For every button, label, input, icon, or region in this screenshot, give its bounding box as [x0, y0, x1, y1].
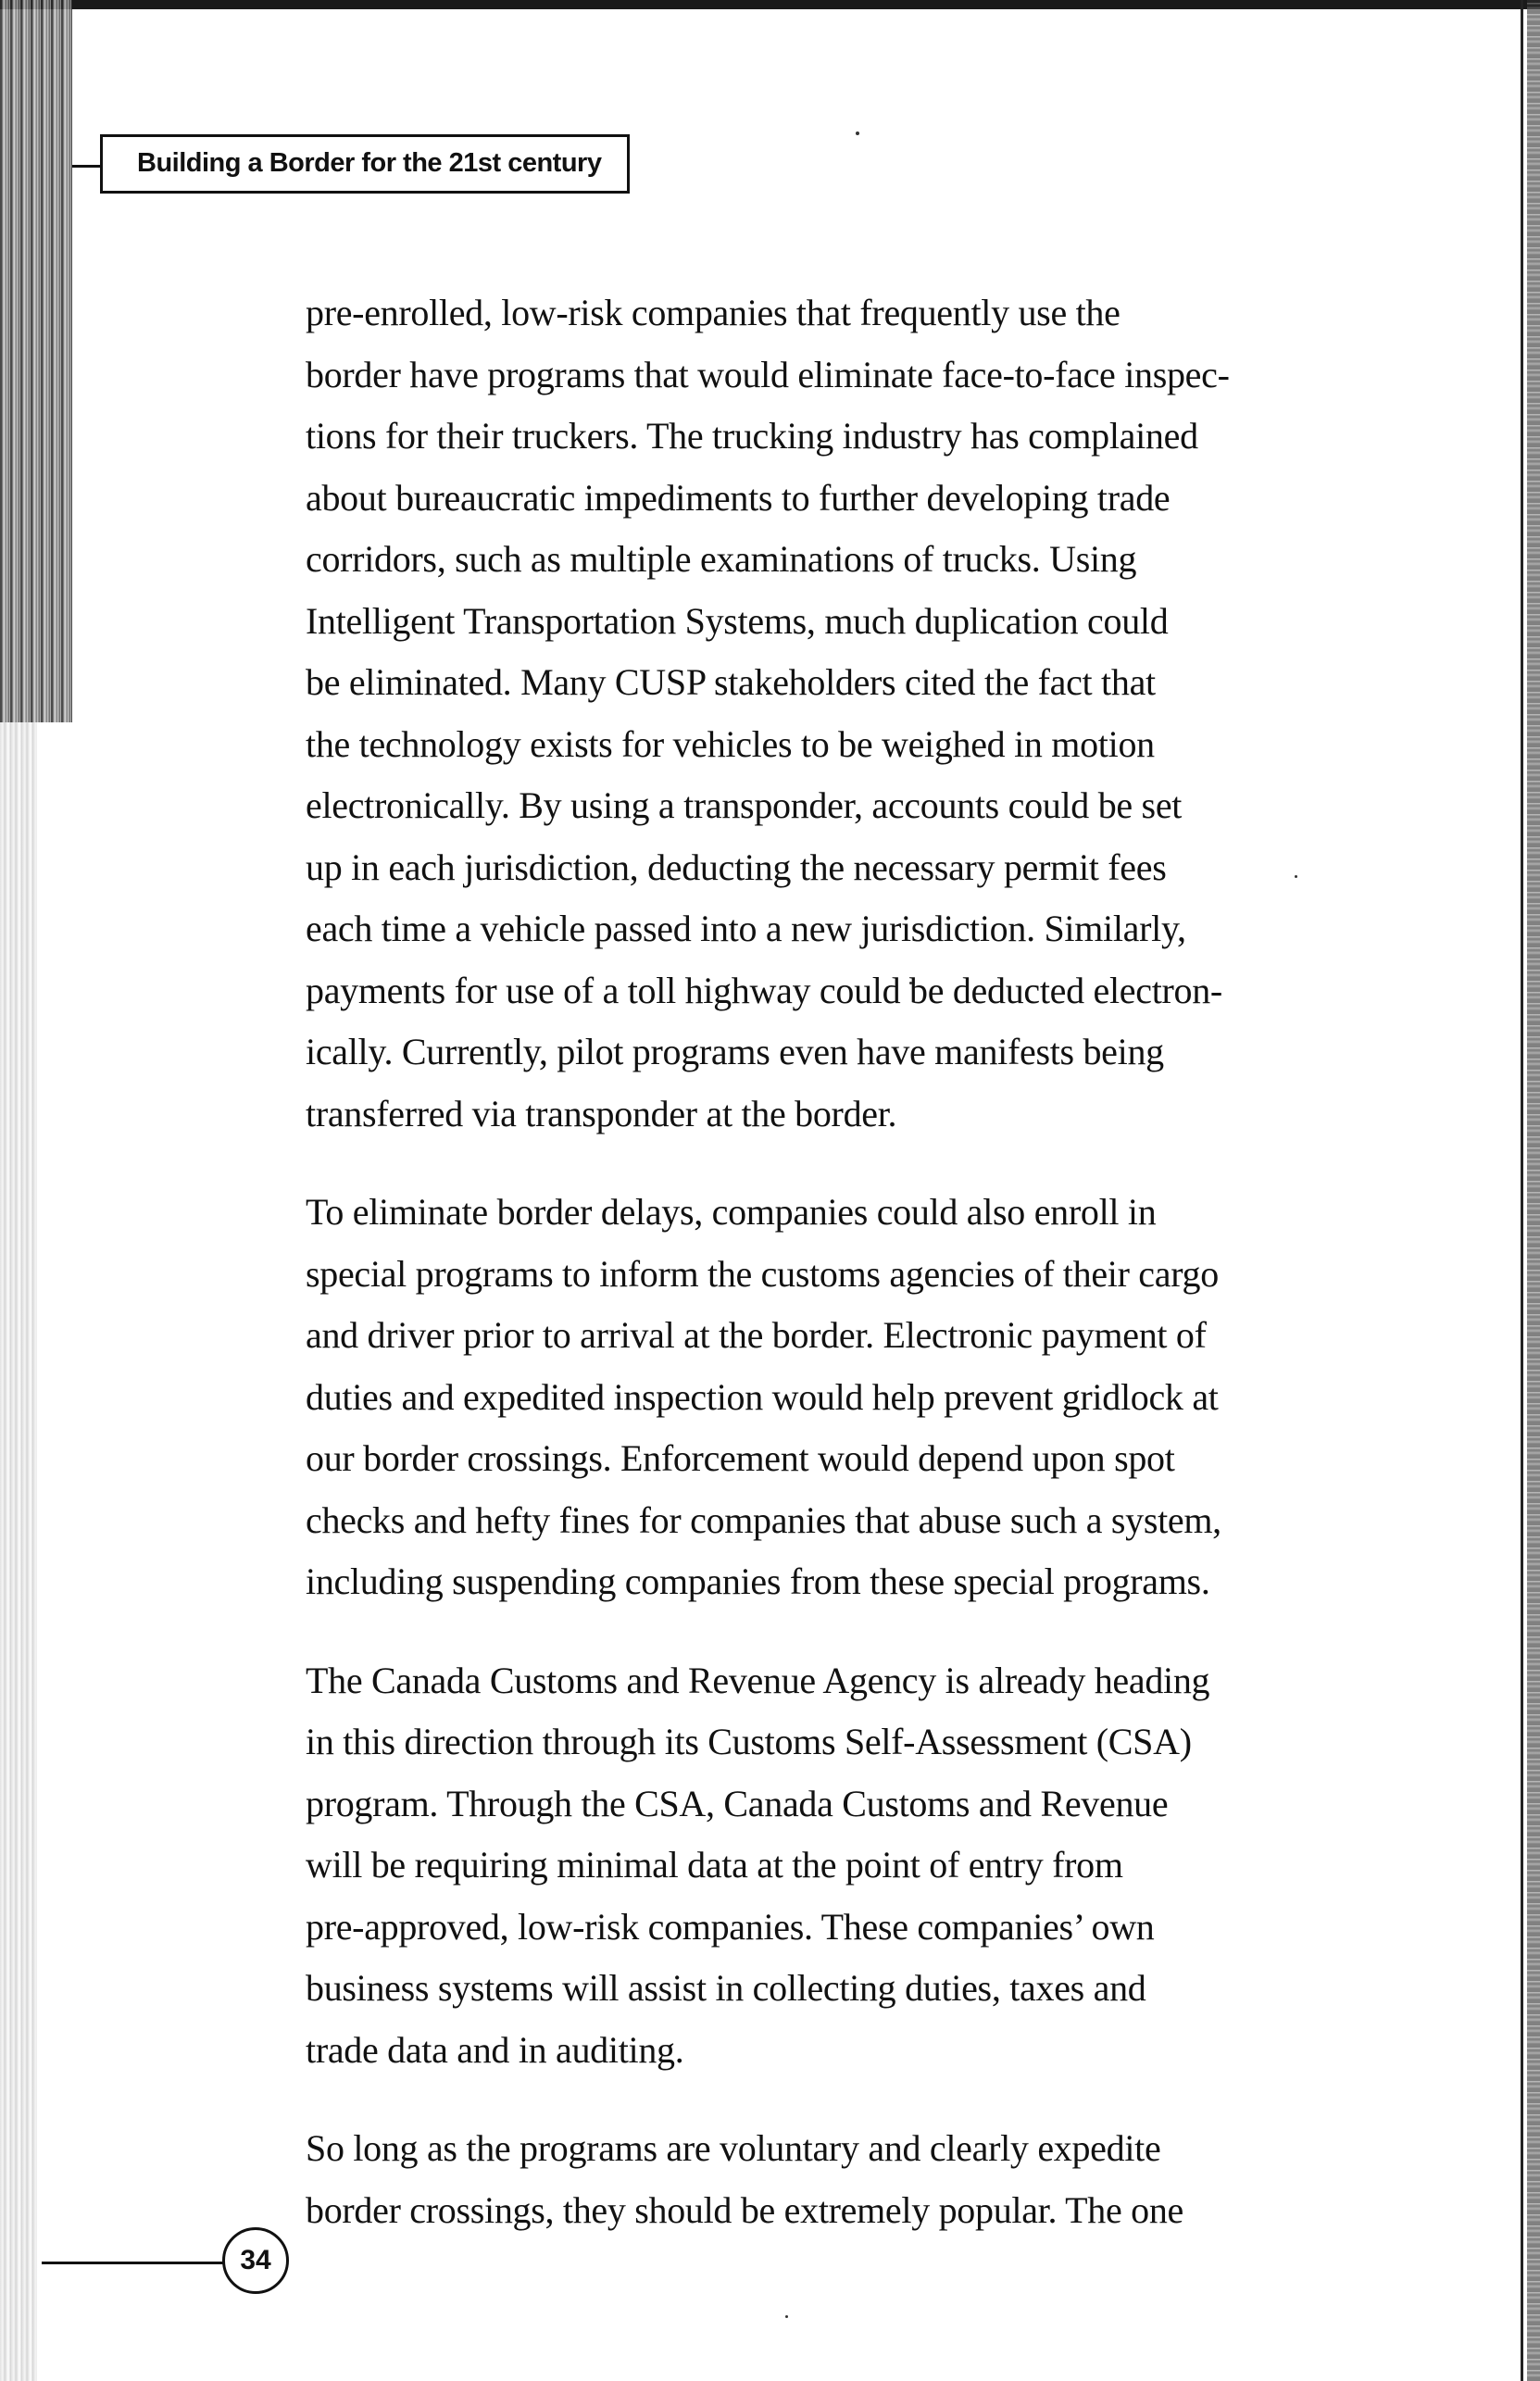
paragraph	[306, 2118, 1398, 2241]
page-number: 34	[222, 2227, 289, 2294]
text-line: So long as the programs are voluntary and clearly expedite	[306, 2127, 1161, 2169]
text-line: electronically. By using a transponder, accounts could be set	[306, 784, 1183, 826]
folio-rule	[42, 2262, 224, 2264]
text-line: each time a vehicle passed into a new jurisdiction. Similarly,	[306, 908, 1186, 949]
text-line: ically. Currently, pilot programs even have manifests being	[306, 1031, 1164, 1072]
scan-top-edge	[0, 0, 1540, 9]
text-line: corridors, such as multiple examinations of trucks. Using	[306, 538, 1137, 580]
text-line: To eliminate border delays, companies could also enroll in	[306, 1191, 1157, 1233]
text-line: The Canada Customs and Revenue Agency is already heading	[306, 1659, 1210, 1701]
body-text	[306, 282, 1398, 2278]
text-line: our border crossings. Enforcement would depend upon spot	[306, 1437, 1175, 1479]
text-line: the technology exists for vehicles to be weighed in motion	[306, 722, 1155, 765]
paragraph	[306, 1182, 1398, 1613]
scan-right-edge-line	[1521, 0, 1523, 2381]
text-line: trade data and in auditing.	[306, 2028, 684, 2071]
text-line: up in each jurisdiction, deducting the necessary permit fees	[306, 846, 1167, 888]
text-line: checks and hefty fines for companies that abuse such a system,	[306, 1498, 1221, 1541]
text-line: border have programs that would eliminate face-to-face inspec-	[306, 353, 1230, 395]
text-line: Intelligent Transportation Systems, much duplication could	[306, 599, 1169, 642]
text-line: pre-enrolled, low-risk companies that frequently use the	[306, 292, 1121, 333]
text-line: special programs to inform the customs agencies of their cargo	[306, 1252, 1219, 1295]
text-line: duties and expedited inspection would help prevent gridlock at	[306, 1375, 1219, 1418]
scan-right-edge	[1527, 0, 1540, 2381]
text-line: transferred via transponder at the border.	[306, 1092, 897, 1134]
text-line: tions for their truckers. The trucking industry has complained	[306, 415, 1198, 457]
text-line: pre-approved, low-risk companies. These companies’ own	[306, 1905, 1155, 1948]
text-line: be eliminated. Many CUSP stakeholders cited the fact that	[306, 661, 1156, 703]
text-line: in this direction through its Customs Self-Assessment (CSA)	[306, 1721, 1192, 1762]
text-line: program. Through the CSA, Canada Customs and Revenue	[306, 1782, 1169, 1824]
scan-binding-shadow-lower	[0, 722, 37, 2381]
text-line: including suspending companies from these special programs.	[306, 1560, 1210, 1602]
scan-speck	[785, 2315, 788, 2318]
text-line: about bureaucratic impediments to further developing trade	[306, 476, 1171, 519]
text-line: will be requiring minimal data at the point of entry from	[306, 1844, 1123, 1886]
text-line: payments for use of a toll highway could be deducted electron-	[306, 969, 1222, 1011]
paragraph	[306, 282, 1398, 1145]
scan-binding-shadow	[0, 0, 72, 722]
paragraph	[306, 1650, 1398, 2082]
running-header-box	[100, 134, 630, 194]
running-header-title: Building a Border for the 21st century	[137, 148, 602, 178]
text-line: border crossings, they should be extremely popular. The one	[306, 2188, 1184, 2231]
scan-speck	[856, 132, 859, 135]
running-header-rule	[72, 165, 100, 168]
text-line: and driver prior to arrival at the border. Electronic payment of	[306, 1314, 1207, 1356]
text-line: business systems will assist in collecting duties, taxes and	[306, 1967, 1146, 2009]
